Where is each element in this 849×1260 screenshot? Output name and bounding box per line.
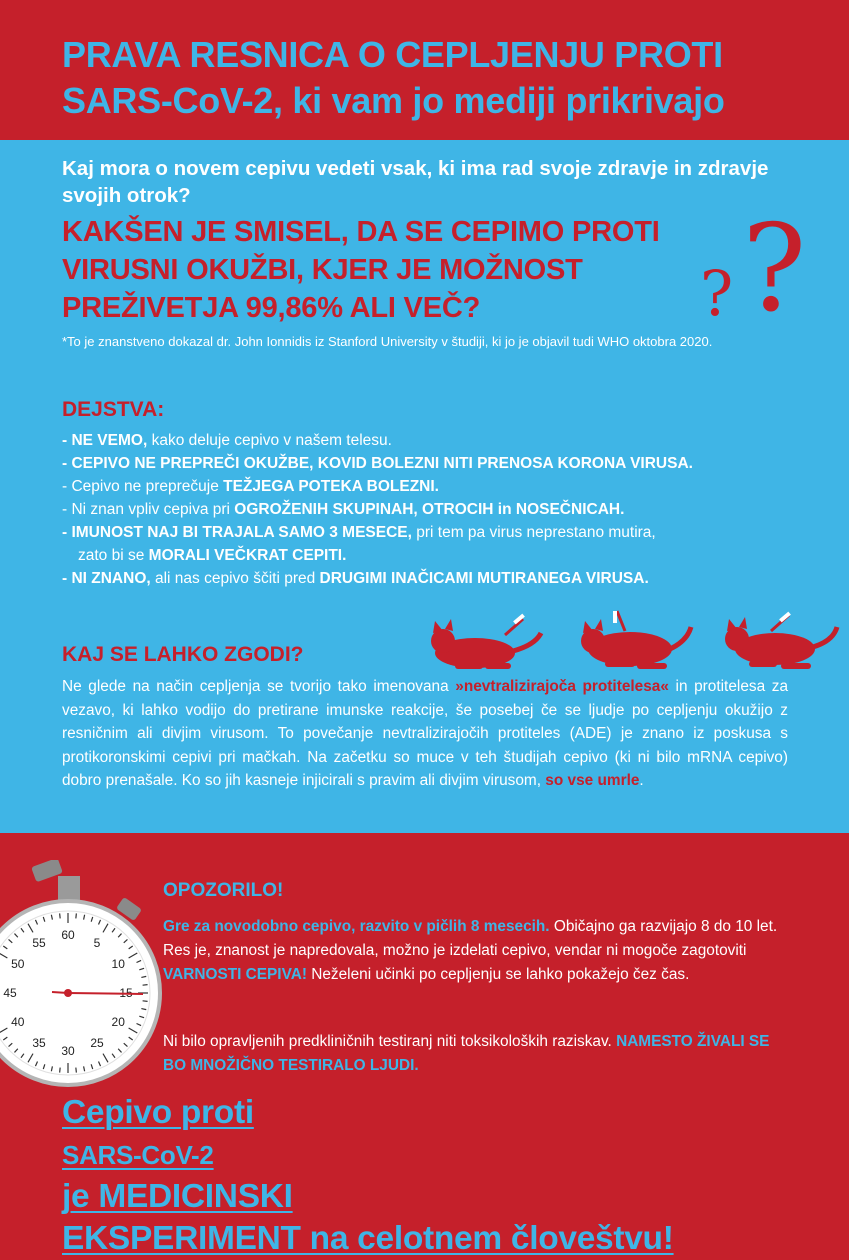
stopwatch-tick	[76, 1068, 77, 1073]
stopwatch-label: 40	[11, 1015, 25, 1029]
stopwatch-tick	[60, 1068, 61, 1073]
stopwatch-icon	[0, 860, 165, 1090]
closing-statement	[62, 1092, 802, 1260]
stopwatch-label: 25	[90, 1036, 104, 1051]
stopwatch-tick	[143, 1001, 148, 1002]
warning-heading: OPOZORILO!	[163, 880, 284, 901]
fact-item: - Ni znan vpliv cepiva pri OGROŽENIH SKUPINAH, OTROCIH in NOSEČNICAH.	[62, 501, 625, 518]
stopwatch-tick	[60, 913, 61, 918]
fact-item: - NE VEMO, kako deluje cepivo v našem telesu.	[62, 432, 392, 449]
fact-item: - IMUNOST NAJ BI TRAJALA SAMO 3 MESECE, pri tem pa virus neprestano mutira,	[62, 524, 656, 541]
stopwatch-label: 50	[11, 957, 25, 971]
stopwatch-label: 5	[93, 935, 101, 950]
stopwatch-label: 55	[32, 935, 46, 950]
fact-item: - Cepivo ne preprečuje TEŽJEGA POTEKA BOLEZNI.	[62, 478, 439, 495]
stopwatch-tick	[76, 913, 77, 918]
fact-item-continued: zato bi se MORALI VEČKRAT CEPITI.	[78, 547, 347, 564]
stopwatch-tick	[143, 985, 148, 986]
what-can-happen-text: Ne glede na način cepljenja se tvorijo tako imenovana »nevtralizirajoča protitelesa« in protitelesa za vezavo, ki lahko vodijo do pretirane imunske reakcije, še posebej če se ljudje po cepljenju okužijo z resničnim ali divjim virusom. To povečanje nevtralizirajočih protiteles (ADE) je znano iz poskusa s protikoronskimi cepivi pri mačkah. Na začetku so muce v teh študijah cepivo (ki ni bilo mRNA cepivo) dobro prenašale. Ko so jih kasneje injicirali s pravim ali divjim virusom, so vse umrle.	[62, 678, 789, 789]
what-can-happen-heading: KAJ SE LAHKO ZGODI?	[62, 643, 304, 666]
fact-item: - CEPIVO NE PREPREČI OKUŽBE, KOVID BOLEZNI NITI PRENOSA KORONA VIRUSA.	[62, 455, 693, 472]
svg-text:?: ?	[742, 200, 807, 330]
warning-paragraph-1: Gre za novodobno cepivo, razvito v pičlih 8 mesecih. Običajno ga razvijajo 8 do 10 let. Res je, znanost je napredovala, možno je izdelati cepivo, vendar ni mogoče zagotoviti VARNOSTI CEPIVA! Neželeni učinki po cepljenju se lahko pokažejo čez čas.	[163, 918, 778, 983]
stopwatch-label: 10	[111, 957, 125, 971]
title-line-2: SARS-CoV-2, ki vam jo mediji prikrivajo	[62, 80, 725, 121]
closing-line-2: EKSPERIMENT na celotnem človeštvu!	[62, 1220, 674, 1257]
intro-lead: Kaj mora o novem cepivu vedeti vsak, ki ima rad svoje zdravje in zdravje svojih otrok?	[62, 157, 769, 207]
fact-item: - NI ZNANO, ali nas cepivo ščiti pred DRUGIMI INAČICAMI MUTIRANEGA VIRUSA.	[62, 570, 649, 587]
facts-heading: DEJSTVA:	[62, 398, 165, 421]
question-marks-icon	[680, 190, 840, 330]
stopwatch-label: 60	[61, 928, 75, 942]
stopwatch-label: 20	[111, 1015, 125, 1029]
footnote: *To je znanstveno dokazal dr. John Ionnidis iz Stanford University v študiji, ki jo je objavil tudi WHO oktobra 2020.	[62, 334, 713, 349]
title-line-1: PRAVA RESNICA O CEPLJENJU PROTI	[62, 34, 723, 75]
closing-line-1: Cepivo proti SARS-CoV-2 je MEDICINSKI	[62, 1094, 293, 1215]
facts-list	[62, 429, 802, 590]
stopwatch-label: 35	[32, 1036, 46, 1051]
stopwatch-label: 45	[3, 986, 17, 1000]
svg-text:?: ?	[700, 257, 734, 330]
warning-paragraph-2: Ni bilo opravljenih predkliničnih testiranj niti toksikoloških raziskav. NAMESTO ŽIVALI SE BO MNOŽIČNO TESTIRALO LJUDI.	[163, 1033, 770, 1074]
page-title	[62, 32, 725, 124]
main-question: KAKŠEN JE SMISEL, DA SE CEPIMO PROTI VIRUSNI OKUŽBI, KJER JE MOŽNOST PREŽIVETJA 99,86% ALI VEČ?	[62, 216, 660, 324]
cats-syringe-icon	[425, 605, 845, 685]
stopwatch-label: 30	[61, 1044, 75, 1058]
